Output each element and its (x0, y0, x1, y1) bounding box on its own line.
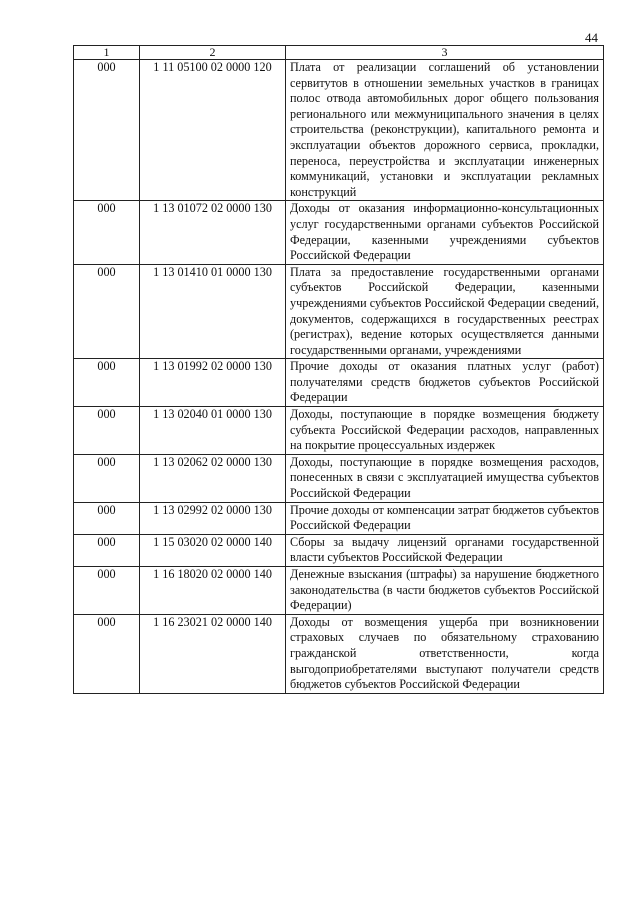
kbk-code-cell: 1 13 01992 02 0000 130 (140, 359, 286, 407)
admin-code-cell: 000 (74, 502, 140, 534)
admin-code-cell: 000 (74, 567, 140, 615)
table-row (74, 60, 604, 201)
description-cell: Денежные взыскания (штрафы) за нарушение бюджетного законодательства (в части бюджетов субъектов Российской Федерации) (286, 567, 604, 615)
table-row (74, 502, 604, 534)
admin-code-cell: 000 (74, 264, 140, 359)
revenue-classification-table (73, 45, 604, 694)
description-cell: Доходы, поступающие в порядке возмещения расходов, понесенных в связи с эксплуатацией имущества субъектов Российской Федерации (286, 454, 604, 502)
admin-code-cell: 000 (74, 614, 140, 693)
kbk-code-cell: 1 13 02992 02 0000 130 (140, 502, 286, 534)
kbk-code-cell: 1 13 02040 01 0000 130 (140, 407, 286, 455)
table-row (74, 359, 604, 407)
column-header-1: 1 (74, 46, 140, 60)
kbk-code-cell: 1 13 02062 02 0000 130 (140, 454, 286, 502)
description-cell: Доходы, поступающие в порядке возмещения бюджету субъекта Российской Федерации расходов, направленных на покрытие процессуальных издержек (286, 407, 604, 455)
table-row (74, 454, 604, 502)
admin-code-cell: 000 (74, 534, 140, 566)
admin-code-cell: 000 (74, 407, 140, 455)
table-header-row (74, 46, 604, 60)
description-cell: Прочие доходы от компенсации затрат бюджетов субъектов Российской Федерации (286, 502, 604, 534)
kbk-code-cell: 1 16 23021 02 0000 140 (140, 614, 286, 693)
admin-code-cell: 000 (74, 201, 140, 264)
table-row (74, 407, 604, 455)
column-header-2: 2 (140, 46, 286, 60)
kbk-code-cell: 1 16 18020 02 0000 140 (140, 567, 286, 615)
kbk-code-cell: 1 13 01410 01 0000 130 (140, 264, 286, 359)
description-cell: Плата от реализации соглашений об установлении сервитутов в отношении земельных участков в границах полос отвода автомобильных дорог общего пользования регионального или межмуниципального значения в целях строительства (реконструкции), капитального ремонта и эксплуатации объектов дорожного сервиса, прокладки, переноса, переустройства и эксплуатации инженерных коммуникаций, установки и эксплуатации рекламных конструкций (286, 60, 604, 201)
description-cell: Доходы от оказания информационно-консультационных услуг государственными органами субъектов Российской Федерации, казенными учреждениями субъектов Российской Федерации (286, 201, 604, 264)
page-number: 44 (585, 30, 598, 45)
admin-code-cell: 000 (74, 60, 140, 201)
table-row (74, 201, 604, 264)
description-cell: Доходы от возмещения ущерба при возникновении страховых случаев по обязательному страхованию гражданской ответственности, когда выгодоприобретателями выступают получатели средств бюджетов субъектов Российской Федерации (286, 614, 604, 693)
column-header-3: 3 (286, 46, 604, 60)
description-cell: Плата за предоставление государственными органами субъектов Российской Федерации, казенными учреждениями субъектов Российской Федерации сведений, документов, содержащихся в государственных реестрах (регистрах), ведение которых осуществляется данными государственными органами, учреждениями (286, 264, 604, 359)
table-row (74, 534, 604, 566)
admin-code-cell: 000 (74, 359, 140, 407)
description-cell: Сборы за выдачу лицензий органами государственной власти субъектов Российской Федерации (286, 534, 604, 566)
table-row (74, 567, 604, 615)
admin-code-cell: 000 (74, 454, 140, 502)
kbk-code-cell: 1 15 03020 02 0000 140 (140, 534, 286, 566)
kbk-code-cell: 1 11 05100 02 0000 120 (140, 60, 286, 201)
description-cell: Прочие доходы от оказания платных услуг (работ) получателями средств бюджетов субъектов Российской Федерации (286, 359, 604, 407)
table-row (74, 614, 604, 693)
table-row (74, 264, 604, 359)
kbk-code-cell: 1 13 01072 02 0000 130 (140, 201, 286, 264)
